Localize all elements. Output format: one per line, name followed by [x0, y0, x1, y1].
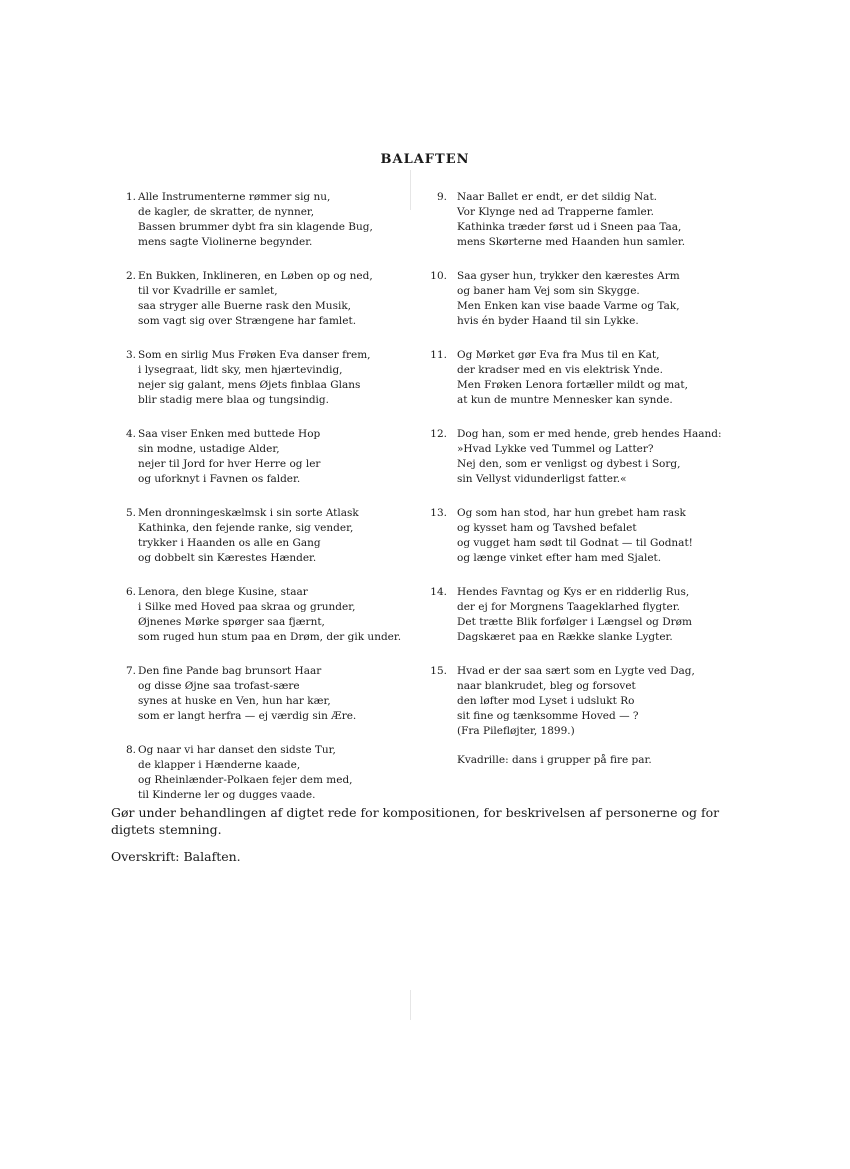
- poem-line: Men Frøken Lenora fortæller mildt og mat,: [457, 379, 688, 391]
- poem-line: Bassen brummer dybt fra sin klagende Bug,: [138, 221, 373, 233]
- poem-line: nejer til Jord for hver Herre og ler: [138, 458, 321, 470]
- poem-line: i Silke med Hoved paa skraa og grunder,: [138, 601, 356, 613]
- poem-line: Naar Ballet er endt, er det sildig Nat.: [457, 191, 658, 203]
- poem-line: En Bukken, Inklineren, en Løben op og ned,: [138, 270, 373, 282]
- stanza-lines: [138, 743, 446, 803]
- stanza: [116, 348, 446, 408]
- stanza-lines: [138, 585, 446, 645]
- poem-line: og vugget ham sødt til Godnat — til Godnat!: [457, 537, 693, 549]
- poem-line: de kagler, de skratter, de nynner,: [138, 206, 315, 218]
- poem-line: Den fine Pande bag brunsort Haar: [138, 665, 322, 677]
- stanza: [430, 190, 750, 250]
- stanza: [430, 585, 750, 645]
- stanza-number: 8.: [125, 744, 136, 756]
- stanza-number: 3.: [125, 349, 136, 361]
- poem-line: de klapper i Hænderne kaade,: [138, 759, 301, 771]
- stanza-number: 15.: [430, 665, 447, 677]
- stanza-lines: [457, 585, 750, 645]
- poem-line: Dagskæret paa en Række slanke Lygter.: [457, 631, 673, 643]
- poem-line: i lysegraat, lidt sky, men hjærtevindig,: [138, 364, 343, 376]
- stanza-number: 13.: [430, 507, 447, 519]
- stanza-number: 10.: [430, 270, 447, 282]
- poem-line: og kysset ham og Tavshed befalet: [457, 522, 637, 534]
- stanza-number: 4.: [125, 428, 136, 440]
- poem-line: Saa gyser hun, trykker den kærestes Arm: [457, 270, 680, 282]
- poem-line: den løfter mod Lyset i udslukt Ro: [457, 695, 635, 707]
- stanza: [430, 348, 750, 408]
- stanza: [430, 427, 750, 487]
- stanza: [116, 190, 446, 250]
- task-text: Gør under behandlingen af digtet rede for kompositionen, for beskrivelsen af personerne og for digtets stemning.: [111, 805, 720, 837]
- stanza: [116, 743, 446, 803]
- stanza: [430, 269, 750, 329]
- poem-line: Nej den, som er venligst og dybest i Sorg,: [457, 458, 681, 470]
- scan-noise: [410, 990, 411, 1020]
- poem-line: Alle Instrumenterne rømmer sig nu,: [138, 191, 331, 203]
- poem-line: Og Mørket gør Eva fra Mus til en Kat,: [457, 349, 660, 361]
- poem-line: Men Enken kan vise baade Varme og Tak,: [457, 300, 680, 312]
- stanza-number: 7.: [125, 665, 136, 677]
- stanza-number: 9.: [436, 191, 447, 203]
- poem-line: der ej for Morgnens Taageklarhed flygter.: [457, 601, 680, 613]
- stanza-lines: [457, 269, 750, 329]
- stanza-number: 2.: [125, 270, 136, 282]
- poem-line: Kathinka træder først ud i Sneen paa Taa,: [457, 221, 682, 233]
- stanza-lines: [457, 506, 750, 566]
- stanza: [116, 427, 446, 487]
- poem-line: og baner ham Vej som sin Skygge.: [457, 285, 640, 297]
- poem-line: og dobbelt sin Kærestes Hænder.: [138, 552, 317, 564]
- poem-line: og uforknyt i Favnen os falder.: [138, 473, 301, 485]
- stanza: [430, 664, 750, 724]
- assignment: [111, 804, 751, 875]
- poem-line: Hvad er der saa sært som en Lygte ved Dag,: [457, 665, 695, 677]
- poem-line: og længe vinket efter ham med Sjalet.: [457, 552, 662, 564]
- stanza-number: 14.: [430, 586, 447, 598]
- poem-line: som er langt herfra — ej værdig sin Ære.: [138, 710, 357, 722]
- poem-title: BALAFTEN: [380, 152, 470, 167]
- poem-line: mens sagte Violinerne begynder.: [138, 236, 313, 248]
- poem-line: Hendes Favntag og Kys er en ridderlig Rus,: [457, 586, 690, 598]
- poem-line: Som en sirlig Mus Frøken Eva danser frem,: [138, 349, 371, 361]
- poem-line: Vor Klynge ned ad Trapperne famler.: [457, 206, 654, 218]
- poem-line: at kun de muntre Mennesker kan synde.: [457, 394, 673, 406]
- stanza-lines: [457, 427, 750, 487]
- poem-line: til Kinderne ler og dugges vaade.: [138, 789, 316, 801]
- poem-line: »Hvad Lykke ved Tummel og Latter?: [457, 443, 654, 455]
- stanza: [116, 664, 446, 724]
- poem-line: Men dronningeskælmsk i sin sorte Atlask: [138, 507, 359, 519]
- stanza-lines: [138, 427, 446, 487]
- poem-line: hvis én byder Haand til sin Lykke.: [457, 315, 639, 327]
- stanza-lines: [457, 190, 750, 250]
- stanza-lines: [457, 664, 750, 724]
- poem-line: som ruged hun stum paa en Drøm, der gik under.: [138, 631, 402, 643]
- poem-line: Og naar vi har danset den sidste Tur,: [138, 744, 336, 756]
- poem-line: og disse Øjne saa trofast-sære: [138, 680, 300, 692]
- poem-line: Dog han, som er med hende, greb hendes Haand:: [457, 428, 722, 440]
- poem-line: der kradser med en vis elektrisk Ynde.: [457, 364, 663, 376]
- stanza: [116, 269, 446, 329]
- poem-line: nejer sig galant, mens Øjets finblaa Glans: [138, 379, 361, 391]
- poem-line: Det trætte Blik forfølger i Længsel og Drøm: [457, 616, 692, 628]
- poem-line: Saa viser Enken med buttede Hop: [138, 428, 321, 440]
- stanza-number: 5.: [125, 507, 136, 519]
- poem-line: som vagt sig over Strængene har famlet.: [138, 315, 357, 327]
- stanza-number: 12.: [430, 428, 447, 440]
- poem-line: trykker i Haanden os alle en Gang: [138, 537, 321, 549]
- notes: [457, 724, 652, 782]
- poem-line: Øjnenes Mørke spørger saa fjærnt,: [138, 616, 325, 628]
- poem-line: sin modne, ustadige Alder,: [138, 443, 280, 455]
- poem-line: naar blankrudet, bleg og forsovet: [457, 680, 636, 692]
- poem-line: og Rheinlænder-Polkaen fejer dem med,: [138, 774, 353, 786]
- left-column: [116, 190, 446, 822]
- stanza-number: 1.: [125, 191, 136, 203]
- stanza-lines: [138, 348, 446, 408]
- stanza-lines: [138, 664, 446, 724]
- stanza-number: 6.: [125, 586, 136, 598]
- right-column: [430, 190, 750, 743]
- poem-line: Og som han stod, har hun grebet ham rask: [457, 507, 686, 519]
- stanza: [116, 506, 446, 566]
- poem-line: til vor Kvadrille er samlet,: [138, 285, 278, 297]
- poem-line: sin Vellyst vidunderligst fatter.«: [457, 473, 627, 485]
- poem-line: Kathinka, den fejende ranke, sig vender,: [138, 522, 354, 534]
- poem-line: blir stadig mere blaa og tungsindig.: [138, 394, 329, 406]
- stanza-lines: [138, 506, 446, 566]
- source-note: (Fra Pilefløjter, 1899.): [457, 725, 575, 737]
- poem-line: sit fine og tænksomme Hoved — ?: [457, 710, 639, 722]
- stanza: [430, 506, 750, 566]
- stanza: [116, 585, 446, 645]
- poem-line: saa stryger alle Buerne rask den Musik,: [138, 300, 352, 312]
- gloss-note: Kvadrille: dans i grupper på fire par.: [457, 754, 652, 766]
- poem-line: Lenora, den blege Kusine, staar: [138, 586, 308, 598]
- stanza-number: 11.: [430, 349, 447, 361]
- poem-line: mens Skørterne med Haanden hun samler.: [457, 236, 686, 248]
- heading-instruction: Overskrift: Balaften.: [111, 849, 241, 864]
- stanza-lines: [138, 269, 446, 329]
- stanza-lines: [457, 348, 750, 408]
- poem-line: synes at huske en Ven, hun har kær,: [138, 695, 331, 707]
- stanza-lines: [138, 190, 446, 250]
